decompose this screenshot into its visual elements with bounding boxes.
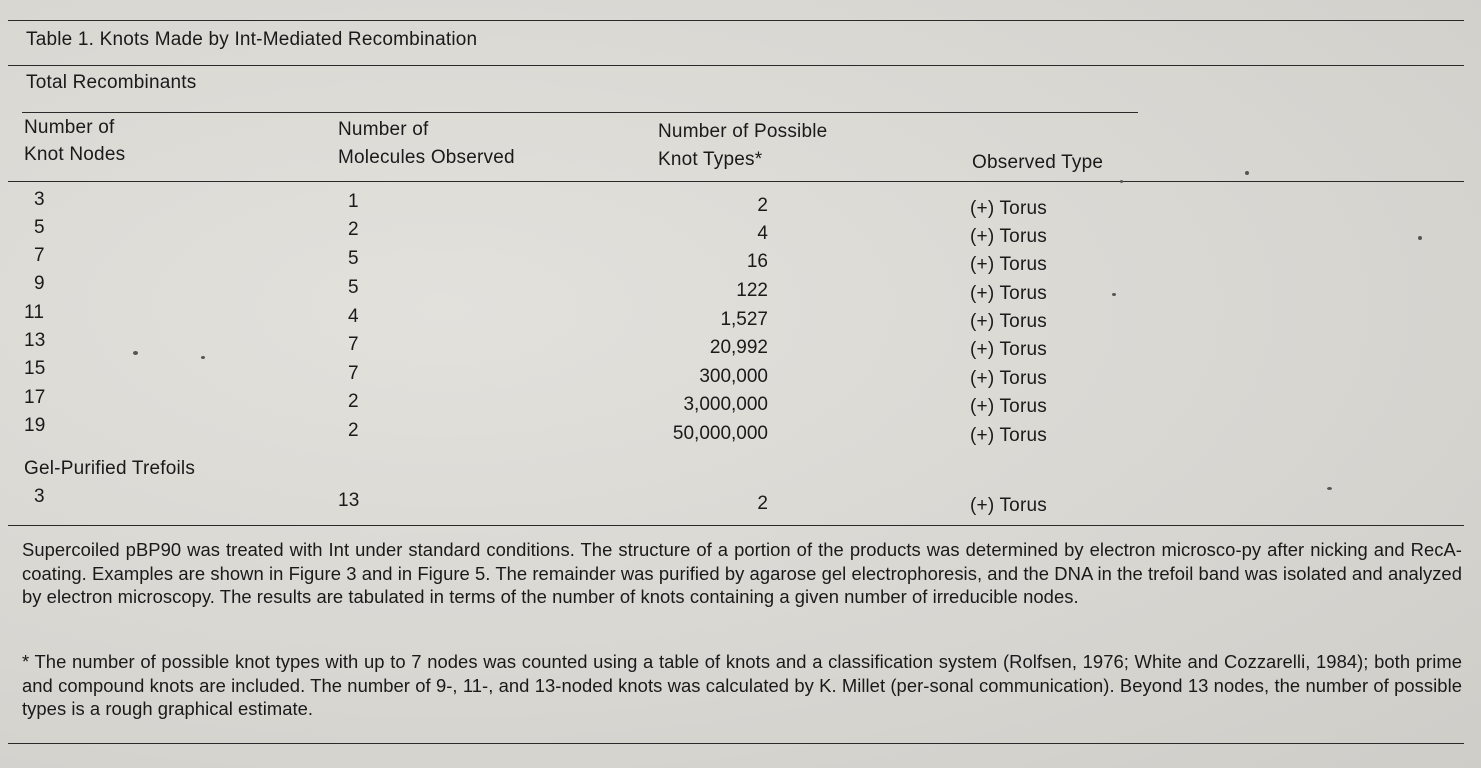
cell-possible: 2: [757, 493, 768, 514]
scan-speck: [1120, 180, 1123, 183]
scan-speck: [1112, 293, 1116, 296]
cell-molecules: 4: [348, 306, 359, 327]
cell-possible: 4: [757, 223, 768, 244]
cell-molecules: 13: [338, 490, 360, 511]
cell-nodes: 5: [34, 217, 45, 238]
cell-possible: 1,527: [720, 309, 768, 330]
footer-rule: [8, 743, 1464, 744]
header-possible-line1: Number of Possible: [658, 121, 828, 142]
cell-molecules: 5: [348, 248, 359, 269]
cell-type: (+) Torus: [970, 396, 1047, 417]
header-molecules-line2: Molecules Observed: [338, 147, 515, 168]
cell-possible: 50,000,000: [672, 423, 768, 444]
cell-type: (+) Torus: [970, 254, 1047, 275]
cell-nodes: 9: [34, 273, 45, 294]
cell-type: (+) Torus: [970, 339, 1047, 360]
header-nodes-line2: Knot Nodes: [24, 144, 126, 165]
header-nodes-line1: Number of: [24, 117, 115, 138]
cell-molecules: 7: [348, 363, 359, 384]
title-rule: [8, 65, 1464, 66]
top-rule: [8, 20, 1464, 21]
cell-type: (+) Torus: [970, 311, 1047, 332]
header-observed-type: Observed Type: [972, 152, 1104, 173]
cell-possible: 3,000,000: [683, 394, 768, 415]
cell-nodes: 15: [24, 358, 46, 379]
cell-molecules: 2: [348, 391, 359, 412]
cell-nodes: 3: [34, 189, 45, 210]
scan-speck: [133, 351, 138, 355]
table-bottom-rule: [8, 525, 1464, 526]
table-title: Table 1. Knots Made by Int-Mediated Recombination: [26, 29, 478, 50]
cell-nodes: 11: [24, 302, 45, 323]
scan-speck: [1327, 487, 1332, 490]
scan-speck: [201, 356, 205, 359]
cell-possible: 2: [757, 195, 768, 216]
cell-type: (+) Torus: [970, 425, 1047, 446]
cell-nodes: 7: [34, 245, 45, 266]
cell-type: (+) Torus: [970, 226, 1047, 247]
cell-nodes: 17: [24, 387, 46, 408]
header-rule: [8, 181, 1464, 182]
cell-possible: 122: [736, 280, 768, 301]
scan-speck: [1418, 236, 1422, 240]
table-footnote-asterisk: * The number of possible knot types with up to 7 nodes was counted using a table of knots and a classification system (Rolfsen, 1976; White and Cozzarelli, 1984); both prime and compound knots are included. The number of 9-, 11-, and 13-noded knots was calculated by K. Millet (per-sonal communication). Beyond 13 nodes, the number of possible types is a rough graphical estimate.: [22, 651, 1462, 719]
cell-nodes: 19: [24, 415, 46, 436]
cell-molecules: 7: [348, 334, 359, 355]
cell-molecules: 1: [348, 191, 359, 212]
cell-type: (+) Torus: [970, 283, 1047, 304]
cell-molecules: 2: [348, 219, 359, 240]
table-footnote: Supercoiled pBP90 was treated with Int under standard conditions. The structure of a portion of the products was determined by electron microsco-py after nicking and RecA-coating. Examples are shown in Figure 3 and in Figure 5. The remainder was purified by agarose gel electrophoresis, and the DNA in the trefoil band was isolated and analyzed by electron microscopy. The results are tabulated in terms of the number of knots containing a given number of irreducible nodes.: [22, 539, 1462, 607]
scan-speck: [1245, 171, 1249, 175]
cell-type: (+) Torus: [970, 198, 1047, 219]
cell-type: (+) Torus: [970, 495, 1047, 516]
cell-molecules: 2: [348, 420, 359, 441]
section-total-recombinants: Total Recombinants: [26, 72, 197, 93]
cell-molecules: 5: [348, 277, 359, 298]
cell-nodes: 13: [24, 330, 46, 351]
header-possible-line2: Knot Types*: [658, 149, 763, 170]
cell-nodes: 3: [34, 486, 45, 507]
cell-possible: 20,992: [709, 337, 768, 358]
cell-possible: 16: [746, 251, 768, 272]
header-molecules-line1: Number of: [338, 119, 429, 140]
section-gel-purified: Gel-Purified Trefoils: [24, 458, 196, 479]
section-rule: [22, 112, 1138, 113]
cell-possible: 300,000: [699, 366, 768, 387]
cell-type: (+) Torus: [970, 368, 1047, 389]
